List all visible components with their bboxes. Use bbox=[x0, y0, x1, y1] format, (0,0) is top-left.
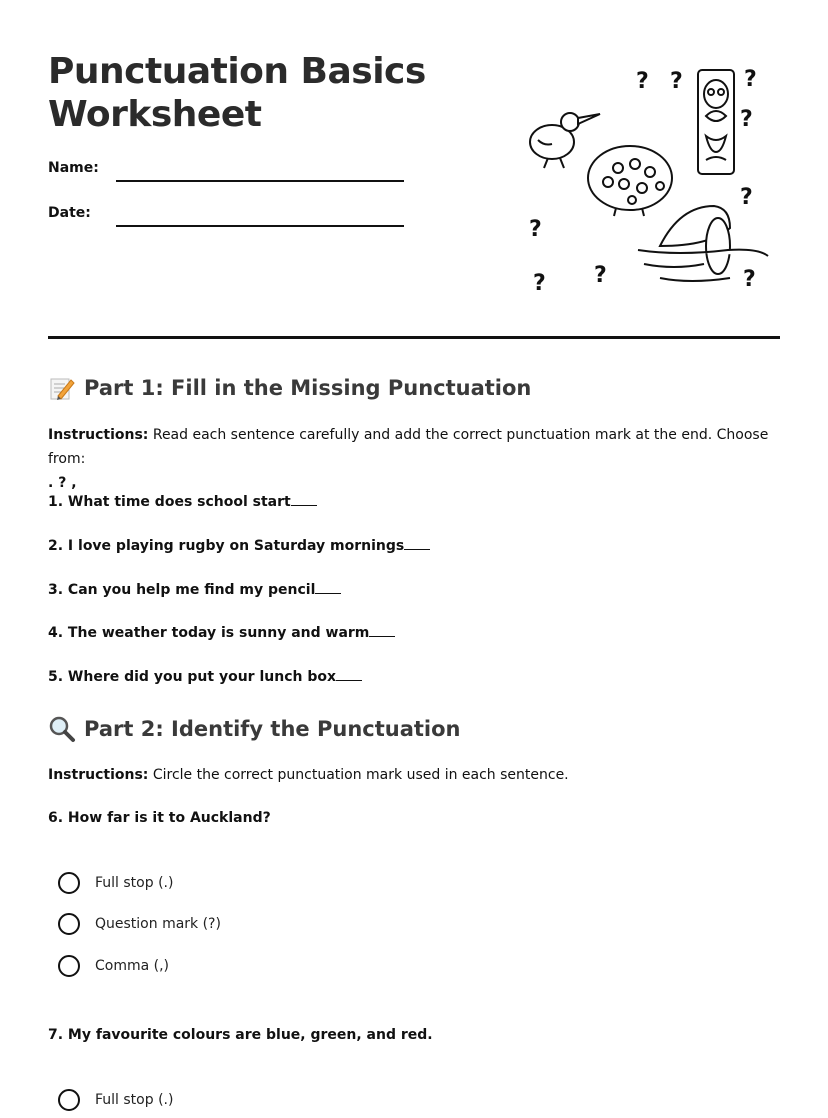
section-divider bbox=[48, 336, 780, 339]
option-label: Comma (,) bbox=[95, 958, 170, 974]
date-label: Date: bbox=[48, 205, 91, 221]
instructions-label: Instructions: bbox=[48, 767, 149, 783]
option-comma[interactable] bbox=[58, 955, 169, 977]
option-label: Question mark (?) bbox=[95, 916, 221, 932]
page-title: Punctuation Basics Worksheet bbox=[48, 51, 426, 135]
memo-icon bbox=[48, 374, 76, 402]
question-mark-icon: ? bbox=[636, 69, 649, 94]
radio-button[interactable] bbox=[58, 913, 80, 935]
date-field[interactable] bbox=[116, 225, 404, 227]
question-mark-icon: ? bbox=[670, 69, 683, 94]
question-5: 5. Where did you put your lunch box bbox=[48, 669, 362, 685]
option-question-mark[interactable] bbox=[58, 913, 221, 935]
option-full-stop[interactable] bbox=[58, 872, 173, 894]
part1-heading bbox=[48, 374, 531, 402]
question-mark-icon: ? bbox=[740, 107, 753, 132]
punctuation-choices: . ? , bbox=[48, 475, 77, 491]
radio-button[interactable] bbox=[58, 955, 80, 977]
kiwi-bird-icon bbox=[530, 113, 600, 168]
name-label: Name: bbox=[48, 160, 99, 176]
radio-button[interactable] bbox=[58, 872, 80, 894]
part2-title: Part 2: Identify the Punctuation bbox=[84, 717, 461, 741]
part1-instructions bbox=[48, 423, 788, 495]
instructions-label: Instructions: bbox=[48, 427, 149, 443]
instructions-text: Read each sentence carefully and add the correct punctuation mark at the end. Choose from: bbox=[48, 427, 769, 467]
instructions-text: Circle the correct punctuation mark used in each sentence. bbox=[148, 767, 569, 783]
name-field[interactable] bbox=[116, 180, 404, 182]
question-mark-icon: ? bbox=[740, 185, 753, 210]
question-1: 1. What time does school start bbox=[48, 494, 317, 510]
hedgehog-icon bbox=[588, 146, 672, 216]
question-4: 4. The weather today is sunny and warm bbox=[48, 625, 395, 641]
question-3: 3. Can you help me find my pencil bbox=[48, 582, 341, 598]
option-full-stop[interactable] bbox=[58, 1089, 173, 1111]
answer-blank[interactable] bbox=[369, 636, 395, 637]
magnifying-glass-icon bbox=[48, 715, 76, 743]
part1-title: Part 1: Fill in the Missing Punctuation bbox=[84, 376, 532, 400]
answer-blank[interactable] bbox=[291, 505, 317, 506]
question-mark-icon: ? bbox=[744, 67, 757, 92]
answer-blank[interactable] bbox=[336, 680, 362, 681]
option-label: Full stop (.) bbox=[95, 875, 174, 891]
part2-heading bbox=[48, 715, 461, 743]
radio-button[interactable] bbox=[58, 1089, 80, 1111]
question-mark-icon: ? bbox=[594, 263, 607, 288]
header-illustration bbox=[520, 60, 790, 310]
question-mark-icon: ? bbox=[743, 267, 756, 292]
option-label: Full stop (.) bbox=[95, 1092, 174, 1108]
part2-instructions bbox=[48, 763, 788, 787]
question-mark-icon: ? bbox=[533, 271, 546, 296]
answer-blank[interactable] bbox=[315, 593, 341, 594]
question-2: 2. I love playing rugby on Saturday mornings bbox=[48, 538, 430, 554]
question-7: 7. My favourite colours are blue, green, and red. bbox=[48, 1027, 433, 1043]
carved-pou-icon bbox=[698, 70, 734, 174]
answer-blank[interactable] bbox=[404, 549, 430, 550]
question-6: 6. How far is it to Auckland? bbox=[48, 810, 271, 826]
question-mark-icon: ? bbox=[529, 217, 542, 242]
